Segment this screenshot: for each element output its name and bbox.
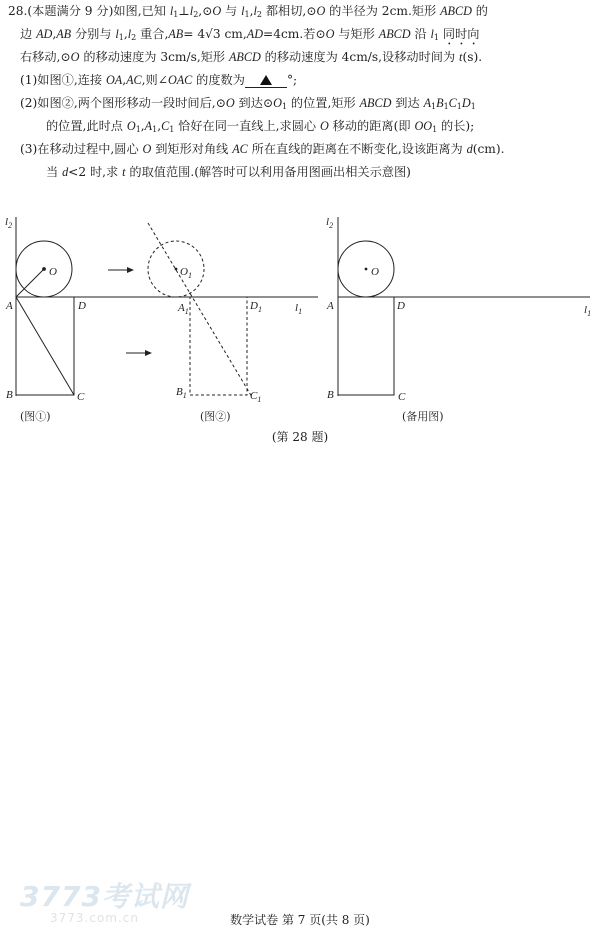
text: 边 (20, 27, 37, 41)
text: (3)在移动过程中,圆心 (20, 142, 143, 156)
text: l (430, 27, 434, 41)
text: 2 (193, 10, 199, 19)
text: B (436, 96, 444, 110)
text: 1 (135, 125, 141, 134)
problem-28 (8, 0, 596, 184)
label-l1: $l_1$ (295, 302, 303, 316)
text: 的移动速度为 3cm/s,矩形 (79, 50, 229, 64)
text: t (459, 50, 463, 64)
label-a: A (6, 300, 13, 312)
text: 2 (256, 10, 262, 19)
caption-fig-2: (图②) (200, 410, 231, 423)
text: 的半径为 2cm.矩形 (325, 4, 441, 18)
text: 的取值范围.(解答时可以利用备用图画出相关示意图) (125, 165, 411, 179)
text: ABCD (359, 96, 392, 110)
text: O (212, 4, 222, 18)
figure-1 (16, 217, 318, 396)
text: AB (168, 27, 184, 41)
text: 1 (456, 102, 462, 111)
label-o1: $O_1$ (180, 266, 192, 280)
question-3 (8, 138, 596, 161)
text: (本题满分 9 分)如图,已知 (27, 4, 170, 18)
text: C (161, 119, 170, 133)
label-l1: $l_1$ (584, 304, 592, 318)
text: , (123, 27, 128, 41)
figure-caption: (第 28 题) (271, 430, 329, 444)
caption-fig-3: (备用图) (402, 410, 444, 423)
text: ⊥ (178, 4, 190, 18)
text: 沿 (410, 27, 431, 41)
text: O (70, 50, 80, 64)
text: = 4√3 cm, (183, 27, 247, 41)
text: 当 (46, 165, 63, 179)
text: OA (105, 73, 123, 87)
answer-blank (245, 73, 287, 88)
text: 1 (433, 33, 439, 42)
problem-line-2 (8, 23, 596, 46)
question-3-cont (8, 161, 596, 184)
figure-3 (338, 217, 590, 396)
label-d: D (397, 300, 405, 312)
line-o1-a1-c1 (148, 223, 252, 397)
diagonal-ac (16, 297, 74, 395)
text: t (122, 165, 126, 179)
text: A (423, 96, 432, 110)
text: 的 (471, 4, 488, 18)
text: 1 (118, 33, 124, 42)
text: l (169, 4, 174, 18)
label-b: B (327, 389, 334, 401)
text: l (127, 27, 132, 41)
label-d1: $D_1$ (250, 300, 262, 314)
label-d: D (78, 300, 86, 312)
text: 1 (432, 125, 438, 134)
text: , (140, 119, 145, 133)
text: O (320, 119, 329, 133)
caption-fig-1: (图①) (20, 410, 51, 423)
question-2-cont (8, 115, 596, 138)
center-dot-o (43, 268, 46, 271)
text: ABCD (378, 27, 411, 41)
text: O (273, 96, 282, 110)
text: 右移动,⊙ (20, 50, 71, 64)
center-dot-o1 (175, 268, 178, 271)
arrow-right-icon (126, 350, 152, 356)
text: 与 (221, 4, 242, 18)
problem-line-3 (8, 46, 596, 69)
text: d (62, 165, 69, 179)
question-2 (8, 92, 596, 115)
text: A (144, 119, 153, 133)
text: 同时向 (439, 27, 480, 41)
text: AD (36, 27, 53, 41)
text: 到达 (391, 96, 424, 110)
text: 到达⊙ (234, 96, 274, 110)
text: D (461, 96, 471, 110)
text: 2 (131, 33, 137, 42)
text: O (142, 142, 152, 156)
text: 1 (152, 125, 158, 134)
text: AC (232, 142, 248, 156)
rectangle-abcd (338, 297, 394, 395)
text: C (448, 96, 457, 110)
label-o: O (49, 266, 57, 278)
label-a: A (327, 300, 334, 312)
text: , (52, 27, 57, 41)
text: ABCD (228, 50, 261, 64)
text: AC (126, 73, 142, 87)
text: d (466, 142, 473, 156)
text: , (122, 73, 127, 87)
text: 与矩形 (334, 27, 379, 41)
text: 1 (443, 102, 449, 111)
text: (cm). (472, 142, 505, 156)
text: 1 (431, 102, 437, 111)
text: (s). (462, 50, 483, 64)
rectangle-a1b1c1d1 (190, 297, 247, 395)
label-c: C (77, 391, 85, 403)
triangle-icon (260, 75, 272, 85)
text: l (241, 4, 245, 18)
watermark-logo: 3773考试网 (20, 880, 189, 913)
text: 的长); (437, 119, 475, 133)
text: 1 (173, 10, 179, 19)
text: , (157, 119, 162, 133)
label-c1: $C_1$ (250, 390, 262, 404)
question-1 (8, 69, 596, 92)
label-l2: $l_2$ (5, 216, 13, 230)
text: l (115, 27, 119, 41)
text: O (316, 4, 326, 18)
text: 到矩形对角线 (151, 142, 233, 156)
text: OO (414, 119, 433, 133)
text: 恰好在同一直线上,求圆心 (174, 119, 320, 133)
label-o: O (371, 266, 379, 278)
text: OAC (167, 73, 193, 87)
text: O (225, 96, 235, 110)
text: 所在直线的距离在不断变化,设该距离为 (247, 142, 467, 156)
label-b: B (6, 389, 13, 401)
text: l (189, 4, 194, 18)
text: 的度数为 (192, 73, 245, 87)
text: 1 (169, 125, 175, 134)
page-footer: 数学试卷 第 7 页(共 8 页) (230, 913, 370, 927)
text: 分别与 (71, 27, 116, 41)
text: 的位置,矩形 (287, 96, 360, 110)
text: 移动的距离(即 (328, 119, 415, 133)
label-c: C (398, 391, 406, 403)
text: AD (246, 27, 263, 41)
text: 1 (244, 10, 250, 19)
text: ,⊙ (198, 4, 213, 18)
text: 重合, (136, 27, 169, 41)
text: 1 (281, 102, 288, 111)
text: O (325, 27, 335, 41)
text: 1 (470, 102, 476, 111)
figures (0, 205, 600, 430)
figure-2 (148, 223, 252, 397)
label-b1: $B_1$ (176, 386, 187, 400)
text: <2 时,求 (68, 165, 123, 179)
problem-line-1 (8, 0, 596, 23)
text: , (249, 4, 254, 18)
text: ABCD (440, 4, 472, 18)
text: (2)如图②,两个图形移动一段时间后,⊙ (20, 96, 226, 110)
problem-number: 28. (8, 4, 28, 18)
text: 的位置,此时点 (46, 119, 127, 133)
arrow-right-icon (108, 267, 134, 273)
center-dot-o (365, 268, 368, 271)
text: °; (286, 73, 298, 87)
text: l (253, 4, 257, 18)
watermark-url: 3773.com.cn (50, 911, 139, 925)
text: ,则∠ (141, 73, 168, 87)
text: 的移动速度为 4cm/s,设移动时间为 (260, 50, 460, 64)
label-l2: $l_2$ (326, 216, 334, 230)
label-a1: $A_1$ (178, 302, 189, 316)
text: =4cm.若⊙ (263, 27, 326, 41)
text: 都相切,⊙ (261, 4, 317, 18)
text: O (126, 119, 136, 133)
text: AB (56, 27, 72, 41)
text: (1)如图①,连接 (20, 73, 106, 87)
